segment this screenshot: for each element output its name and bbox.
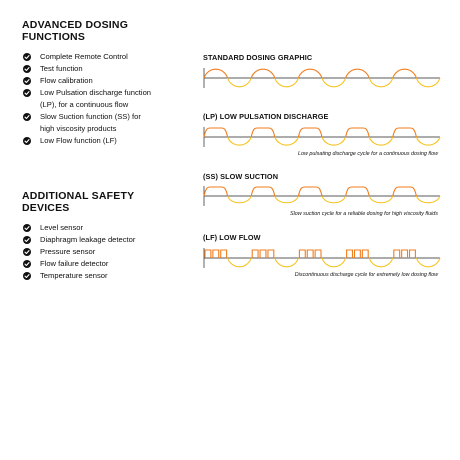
list-item: Low Flow function (LF) (23, 135, 151, 147)
list-item: Diaphragm leakage detector (23, 234, 135, 246)
list-item: Complete Remote Control (23, 51, 151, 63)
list-item: Test function (23, 63, 151, 75)
lf-flow-caption: Discontinuous discharge cycle for extremely low dosing flow (294, 272, 438, 278)
suction-curve (228, 258, 440, 267)
discharge-curve (205, 250, 415, 258)
discharge-curve (204, 187, 416, 196)
list-item: Slow Suction function (SS) for high viscosity products (23, 111, 151, 135)
list-item: Level sensor (23, 222, 135, 234)
ss-suction-waveform (200, 182, 442, 210)
list-item: Flow calibration (23, 75, 151, 87)
standard-dosing-waveform (200, 64, 442, 92)
check-circle-icon (23, 113, 31, 121)
suction-curve (228, 137, 440, 145)
lp-discharge-waveform (200, 123, 442, 151)
check-circle-icon (23, 89, 31, 97)
lp-discharge-caption: Low pulsating discharge cycle for a continuous dosing flow (298, 151, 438, 157)
discharge-curve (204, 69, 416, 78)
check-circle-icon (23, 137, 31, 145)
discharge-curve (204, 128, 416, 137)
suction-curve (228, 196, 440, 203)
safety-devices-title: ADDITIONAL SAFETY DEVICES (22, 190, 135, 214)
lf-flow-title: (LF) LOW FLOW (203, 233, 261, 242)
safety-devices-list (23, 222, 135, 282)
dosing-functions-list (23, 51, 151, 147)
list-item: Temperature sensor (23, 270, 135, 282)
list-item: Low Pulsation discharge function (LP), for a continuous flow (23, 87, 151, 111)
suction-curve (228, 78, 440, 87)
list-item: Flow failure detector (23, 258, 135, 270)
standard-dosing-title: STANDARD DOSING GRAPHIC (203, 53, 313, 62)
ss-suction-caption: Slow suction cycle for a reliable dosing for high viscosity fluids (289, 211, 438, 217)
check-circle-icon (23, 272, 31, 280)
check-circle-icon (23, 65, 31, 73)
check-circle-icon (23, 260, 31, 268)
check-circle-icon (23, 53, 31, 61)
check-circle-icon (23, 224, 31, 232)
lf-flow-waveform (200, 244, 442, 272)
list-item: Pressure sensor (23, 246, 135, 258)
lp-discharge-title: (LP) LOW PULSATION DISCHARGE (203, 112, 329, 121)
check-circle-icon (23, 236, 31, 244)
check-circle-icon (23, 248, 31, 256)
dosing-functions-title: ADVANCED DOSING FUNCTIONS (22, 19, 129, 43)
ss-suction-title: (SS) SLOW SUCTION (203, 172, 279, 181)
check-circle-icon (23, 77, 31, 85)
